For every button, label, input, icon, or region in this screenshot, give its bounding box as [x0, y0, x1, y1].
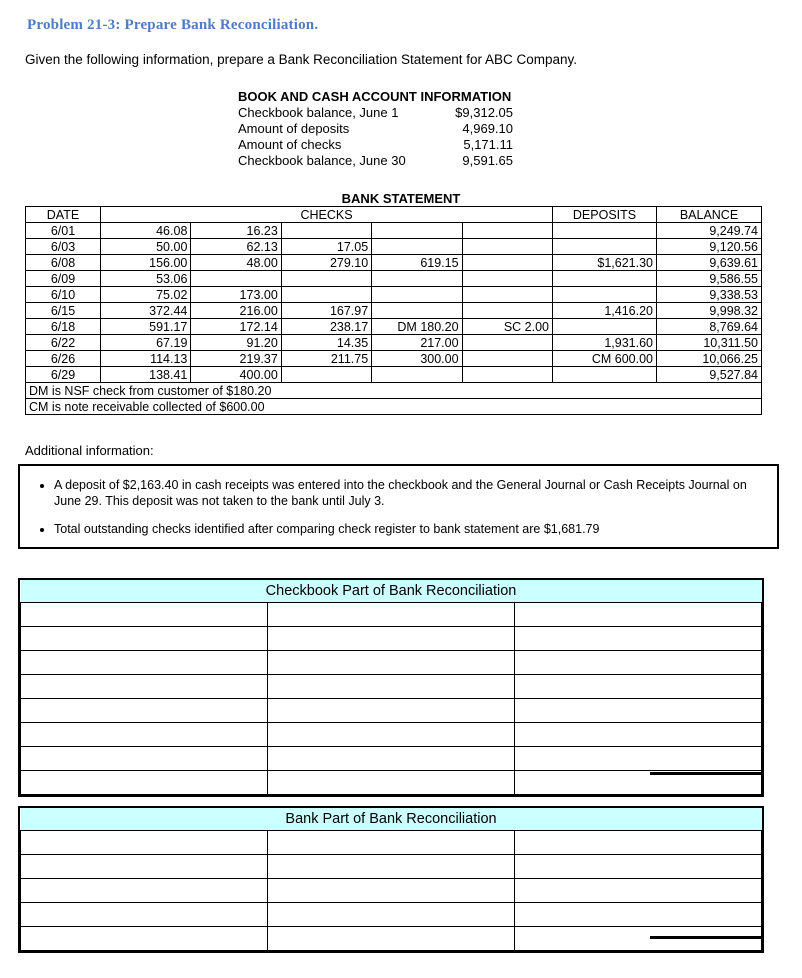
cell-amount-a[interactable]	[268, 627, 515, 651]
cell-deposits	[553, 271, 657, 287]
checkbook-total-rule	[650, 772, 763, 775]
cell-amount-b[interactable]	[515, 699, 762, 723]
cell-check-5	[462, 303, 552, 319]
cell-check-5	[462, 287, 552, 303]
cell-balance: 10,311.50	[657, 335, 762, 351]
cell-description[interactable]	[21, 675, 268, 699]
cell-check-3: 211.75	[281, 351, 371, 367]
cell-date: 6/10	[26, 287, 101, 303]
cell-balance: 9,338.53	[657, 287, 762, 303]
cell-check-3: 279.10	[281, 255, 371, 271]
table-row	[21, 855, 762, 879]
cell-check-1: 75.02	[101, 287, 191, 303]
table-row	[21, 603, 762, 627]
cell-date: 6/03	[26, 239, 101, 255]
book-info-amount: 9,591.65	[462, 153, 513, 168]
bank-reconciliation-header: Bank Part of Bank Reconciliation	[21, 808, 762, 831]
cell-description[interactable]	[21, 627, 268, 651]
cell-amount-a[interactable]	[268, 831, 515, 855]
bank-total-rule	[650, 936, 763, 939]
table-row	[21, 651, 762, 675]
cell-check-3: 238.17	[281, 319, 371, 335]
cell-description[interactable]	[21, 903, 268, 927]
cell-deposits	[553, 223, 657, 239]
cell-amount-b[interactable]	[515, 903, 762, 927]
book-info-title: BOOK AND CASH ACCOUNT INFORMATION	[238, 89, 512, 104]
cell-description[interactable]	[21, 771, 268, 795]
cell-amount-a[interactable]	[268, 603, 515, 627]
book-info-label: Checkbook balance, June 1	[238, 105, 399, 120]
cell-balance: 9,527.84	[657, 367, 762, 383]
cell-check-4	[372, 287, 462, 303]
cell-check-1: 372.44	[101, 303, 191, 319]
cell-check-2: 219.37	[191, 351, 281, 367]
cell-check-5	[462, 223, 552, 239]
book-info-label: Checkbook balance, June 30	[238, 153, 406, 168]
instruction-text: Given the following information, prepare a Bank Reconciliation Statement for ABC Company.	[25, 52, 578, 67]
cell-check-2: 400.00	[191, 367, 281, 383]
additional-information-label: Additional information:	[25, 443, 154, 458]
table-row	[26, 239, 762, 255]
table-row	[26, 271, 762, 287]
column-header-date: DATE	[26, 207, 101, 223]
cell-check-4	[372, 367, 462, 383]
cell-description[interactable]	[21, 831, 268, 855]
table-row	[26, 303, 762, 319]
cell-check-5	[462, 271, 552, 287]
cell-balance: 9,998.32	[657, 303, 762, 319]
table-row	[26, 287, 762, 303]
cell-date: 6/08	[26, 255, 101, 271]
cell-check-5	[462, 335, 552, 351]
table-row	[26, 367, 762, 383]
cell-check-2: 48.00	[191, 255, 281, 271]
table-note-row	[26, 399, 762, 415]
cell-check-5	[462, 239, 552, 255]
table-header-row	[21, 580, 762, 603]
table-row	[26, 319, 762, 335]
book-info-row	[238, 121, 513, 137]
table-row	[26, 223, 762, 239]
cell-check-5	[462, 351, 552, 367]
book-info-row	[238, 137, 513, 153]
cell-check-3: 167.97	[281, 303, 371, 319]
cell-date: 6/22	[26, 335, 101, 351]
cell-check-4: 619.15	[372, 255, 462, 271]
cell-check-1: 591.17	[101, 319, 191, 335]
table-row	[26, 335, 762, 351]
cell-amount-a[interactable]	[268, 747, 515, 771]
column-header-checks: CHECKS	[101, 207, 553, 223]
cell-check-2: 216.00	[191, 303, 281, 319]
cell-deposits-credit-memo: CM 600.00	[553, 351, 657, 367]
checkbook-reconciliation-grid	[20, 580, 762, 795]
cell-balance: 9,586.55	[657, 271, 762, 287]
cell-description[interactable]	[21, 747, 268, 771]
note-credit-memo: CM is note receivable collected of $600.00	[26, 399, 762, 415]
cell-check-2: 62.13	[191, 239, 281, 255]
bank-reconciliation-table	[18, 806, 764, 953]
cell-amount-a[interactable]	[268, 699, 515, 723]
cell-amount-a[interactable]	[268, 675, 515, 699]
cell-check-2: 91.20	[191, 335, 281, 351]
cell-balance: 9,249.74	[657, 223, 762, 239]
cell-amount-b[interactable]	[515, 603, 762, 627]
cell-check-1: 53.06	[101, 271, 191, 287]
cell-check-4: 300.00	[372, 351, 462, 367]
table-row	[21, 627, 762, 651]
cell-amount-a[interactable]	[268, 771, 515, 795]
cell-balance: 8,769.64	[657, 319, 762, 335]
cell-date: 6/18	[26, 319, 101, 335]
cell-deposits: 1,416.20	[553, 303, 657, 319]
table-header-row	[26, 207, 762, 223]
cell-amount-b[interactable]	[515, 651, 762, 675]
cell-check-3: 14.35	[281, 335, 371, 351]
table-row	[21, 723, 762, 747]
cell-description[interactable]	[21, 879, 268, 903]
bank-statement-title: BANK STATEMENT	[341, 191, 461, 206]
cell-check-5-service-charge: SC 2.00	[462, 319, 552, 335]
cell-check-3	[281, 287, 371, 303]
list-item: • Total outstanding checks identified after comparing check register to bank statement are $1,681.79	[54, 522, 765, 538]
cell-check-1: 156.00	[101, 255, 191, 271]
cell-check-3	[281, 367, 371, 383]
cell-amount-a[interactable]	[268, 855, 515, 879]
cell-date: 6/26	[26, 351, 101, 367]
cell-check-1: 50.00	[101, 239, 191, 255]
cell-check-2	[191, 271, 281, 287]
cell-check-4	[372, 271, 462, 287]
table-row	[26, 351, 762, 367]
cell-amount-a[interactable]	[268, 651, 515, 675]
book-info-row	[238, 105, 513, 121]
cell-balance: 9,120.56	[657, 239, 762, 255]
list-item: • A deposit of $2,163.40 in cash receipts was entered into the checkbook and the General Journal or Cash Receipts Journal on June 29. This deposit was not taken to the bank until July 3.	[54, 478, 765, 509]
cell-check-4: 217.00	[372, 335, 462, 351]
book-info-row	[238, 153, 513, 169]
cell-check-1: 114.13	[101, 351, 191, 367]
column-header-deposits: DEPOSITS	[553, 207, 657, 223]
book-info-label: Amount of checks	[238, 137, 342, 152]
cell-date: 6/09	[26, 271, 101, 287]
cell-description[interactable]	[21, 855, 268, 879]
cell-date: 6/01	[26, 223, 101, 239]
cell-check-4	[372, 223, 462, 239]
cell-description[interactable]	[21, 927, 268, 951]
additional-information-list	[20, 466, 777, 538]
table-row	[21, 879, 762, 903]
checkbook-reconciliation-header: Checkbook Part of Bank Reconciliation	[21, 580, 762, 603]
bank-reconciliation-grid	[20, 808, 762, 951]
cell-date: 6/15	[26, 303, 101, 319]
cell-amount-a[interactable]	[268, 903, 515, 927]
cell-amount-a[interactable]	[268, 927, 515, 951]
cell-check-3: 17.05	[281, 239, 371, 255]
cell-amount-b[interactable]	[515, 627, 762, 651]
cell-amount-a[interactable]	[268, 879, 515, 903]
cell-amount-b[interactable]	[515, 855, 762, 879]
cell-description[interactable]	[21, 699, 268, 723]
cell-check-5	[462, 255, 552, 271]
cell-check-1: 46.08	[101, 223, 191, 239]
table-row	[21, 747, 762, 771]
table-row	[21, 831, 762, 855]
cell-balance: 10,066.25	[657, 351, 762, 367]
cell-deposits	[553, 239, 657, 255]
cell-description[interactable]	[21, 723, 268, 747]
cell-amount-b[interactable]	[515, 675, 762, 699]
table-note-row	[26, 383, 762, 399]
table-row	[21, 903, 762, 927]
table-row	[26, 255, 762, 271]
cell-amount-b[interactable]	[515, 723, 762, 747]
book-info-label: Amount of deposits	[238, 121, 350, 136]
table-row	[21, 675, 762, 699]
cell-check-3	[281, 271, 371, 287]
bank-statement-table	[25, 206, 762, 415]
cell-check-4	[372, 303, 462, 319]
cell-deposits	[553, 367, 657, 383]
note-debit-memo: DM is NSF check from customer of $180.20	[26, 383, 762, 399]
cell-deposits	[553, 319, 657, 335]
cell-check-2: 173.00	[191, 287, 281, 303]
table-row	[21, 699, 762, 723]
cell-check-4	[372, 239, 462, 255]
cell-check-2: 172.14	[191, 319, 281, 335]
cell-check-2: 16.23	[191, 223, 281, 239]
cell-description[interactable]	[21, 651, 268, 675]
cell-description[interactable]	[21, 603, 268, 627]
book-info-amount: 4,969.10	[462, 121, 513, 136]
book-info-amount: $9,312.05	[455, 105, 513, 120]
page-title: Problem 21-3: Prepare Bank Reconciliation.	[27, 17, 319, 33]
cell-check-3	[281, 223, 371, 239]
column-header-balance: BALANCE	[657, 207, 762, 223]
cell-amount-a[interactable]	[268, 723, 515, 747]
cell-balance: 9,639.61	[657, 255, 762, 271]
cell-amount-b[interactable]	[515, 879, 762, 903]
cell-check-4-debit-memo: DM 180.20	[372, 319, 462, 335]
checkbook-reconciliation-table	[18, 578, 764, 797]
book-and-cash-account-info	[238, 89, 513, 169]
cell-check-1: 138.41	[101, 367, 191, 383]
cell-amount-b[interactable]	[515, 747, 762, 771]
additional-information-box	[18, 464, 779, 549]
table-header-row	[21, 808, 762, 831]
cell-amount-b[interactable]	[515, 831, 762, 855]
cell-deposits: 1,931.60	[553, 335, 657, 351]
cell-date: 6/29	[26, 367, 101, 383]
book-info-amount: 5,171.11	[463, 137, 513, 152]
cell-check-5	[462, 367, 552, 383]
cell-deposits	[553, 287, 657, 303]
cell-deposits: $1,621.30	[553, 255, 657, 271]
cell-check-1: 67.19	[101, 335, 191, 351]
